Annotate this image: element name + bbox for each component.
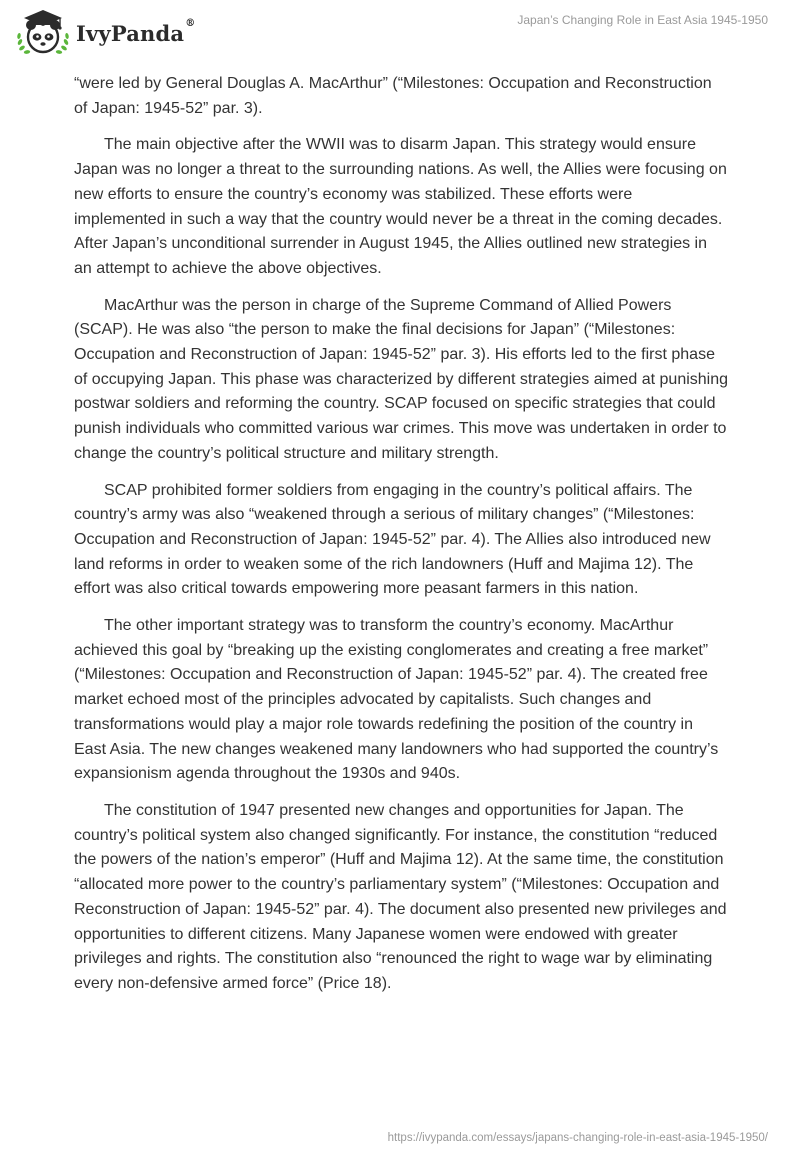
ivypanda-logo[interactable] — [14, 8, 195, 56]
paragraph: The main objective after the WWII was to disarm Japan. This strategy would ensure Japan was no longer a threat to the surrounding nations. As well, the Allies were focusing on new efforts to ensure the country’s economy was stabilized. These efforts were implemented in such a way that the country would never be a threat in the coming decades. After Japan’s unconditional surrender in August 1945, the Allies outlined new strategies in an attempt to achieve the above objectives. — [74, 136, 727, 277]
paragraph: SCAP prohibited former soldiers from engaging in the country’s political affairs. The country’s army was also “weakened through a serious of military changes” (“Milestones: Occupation and Reconstruction of Japan: 1945-52” par. 4). The Allies also introduced new land reforms in order to weaken some of the rich landowners (Huff and Majima 12). The effort was also critical towards empowering more peasant farmers in this nation. — [74, 481, 711, 598]
running-title: Japan’s Changing Role in East Asia 1945-1950 — [517, 13, 768, 27]
page-header — [0, 0, 800, 70]
brand-name — [76, 17, 196, 46]
source-url[interactable]: https://ivypanda.com/essays/japans-changing-role-in-east-asia-1945-1950/ — [387, 1132, 768, 1144]
registered-mark: ® — [185, 17, 196, 29]
essay-body — [74, 72, 728, 1009]
paragraph: “were led by General Douglas A. MacArthur” (“Milestones: Occupation and Reconstruction of Japan: 1945-52” par. 3). — [74, 75, 712, 117]
paragraph: MacArthur was the person in charge of the Supreme Command of Allied Powers (SCAP). He was also “the person to make the final decisions for Japan” (“Milestones: Occupation and Reconstruction of Japan: 1945-52” par. 3). His efforts led to the first phase of occupying Japan. This phase was characterized by different strategies aimed at punishing postwar soldiers and reforming the country. SCAP focused on specific strategies that could punish individuals who committed various war crimes. This move was undertaken in order to change the country’s political structure and military strength. — [74, 296, 729, 462]
panda-graduation-cap-icon — [14, 8, 72, 56]
paragraph: The other important strategy was to transform the country’s economy. MacArthur achieved this goal by “breaking up the existing conglomerates and creating a free market” (“Milestones: Occupation and Reconstruction of Japan: 1945-52” par. 4). The created free market echoed most of the principles advocated by capitalists. Such changes and transformations would play a major role towards redefining the position of the country in East Asia. The new changes weakened many landowners who had supported the country’s expansionism agenda throughout the 1930s and 940s. — [74, 617, 719, 783]
paragraph: The constitution of 1947 presented new changes and opportunities for Japan. The country’s political system also changed significantly. For instance, the constitution “reduced the powers of the nation’s emperor” (Huff and Majima 12). At the same time, the constitution “allocated more power to the country’s parliamentary system” (“Milestones: Occupation and Reconstruction of Japan: 1945-52” par. 4). The document also presented new privileges and opportunities to different citizens. Many Japanese women were endowed with greater privileges and rights. The constitution also “renounced the right to wage war by eliminating every non-defensive armed force” (Price 18). — [74, 801, 727, 992]
brand-name-text: IvyPanda — [76, 20, 185, 46]
